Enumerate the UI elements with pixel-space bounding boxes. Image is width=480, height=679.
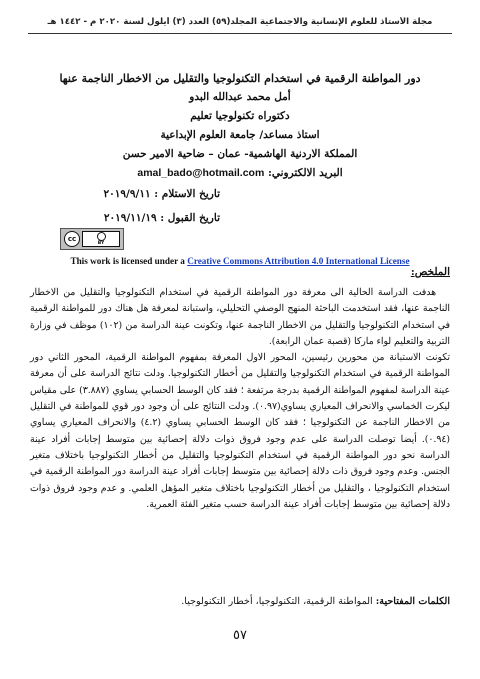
by-attribution-icon [82,231,120,247]
email-address[interactable]: amal_bado@hotmail.com [137,167,265,179]
running-head: مجلة الأستاذ للعلوم الإنسانية والاجتماعية المجلد(٥٩) العدد (٣) أيلول لسنة ٢٠٢٠ م - ١٤٤٢ هـ [47,17,433,27]
abstract-paragraph-1: هدفت الدراسة الحالية الى معرفة دور المواطنة الرقمية في استخدام التكنولوجيا والتقليل من الاخطار الناجمة عنها، فقد استخدمت الباحثة المنهج الوصفي التحليلي، واستبانة لمعرفة هل هناك دور للمواطنة الرقمية في استخدام التكنولوجيا والتقليل من الاخطار الناجمة عنها، وتكونت عينة الدراسة من (١٠٢) موظف في وزارة التربية والتعليم لواء ماركا (قصبة عمان الرابعة). [30,287,450,347]
keywords [30,594,450,610]
email-row [30,164,450,183]
license-statement [44,256,436,266]
license-link[interactable]: Creative Commons Attribution 4.0 International License [187,256,410,266]
email-label: البريد الالكتروني: [267,167,343,179]
title-block [30,70,450,183]
license-prefix: This work is licensed under a [70,256,188,266]
author-position: استاذ مساعد/ جامعة العلوم الإبداعية [160,129,320,141]
author-degree: دكتوراه تكنولوجيا تعليم [190,110,290,122]
author-name: أمل محمد عبدالله البدو [189,91,291,103]
person-icon [97,232,106,241]
accepted-date: تاريخ القبول : ٢٠١٩/١١/١٩ [103,212,220,224]
page-number: ٥٧ [233,628,247,643]
abstract-paragraph [30,285,450,350]
author-address: المملكة الاردنية الهاشمية- عمان – ضاحية الامير حسن [122,148,358,160]
abstract-heading: الملخص: [410,266,450,278]
abstract-body [30,285,450,513]
dates-block [60,182,220,230]
abstract-paragraph-2: تكونت الاستبانة من محورين رئيسين، المحور الاول المعرفة بمفهوم المواطنة الرقمية، المحور الثاني دور المواطنة الرقمية في استخدام التكنولوجيا والتقليل من أخطار التكنولوجيا. ودلت نتائج الدراسة على أن معرفة عينة الدراسة لمفهوم المواطنة الرقمية بدرجة مرتفعة ؛ فقد كان الوسط الحسابي يساوي (٣.٨٨٧) على مقياس ليكرت الخماسي والانحراف المعياري يساوي(٠.٩٧). ودلت النتائج على أن وجود دور قوي للمواطنة في التقليل من الاخطار الناجمة عن التكنولوجيا ؛ فقد كان الوسط الحسابي يساوي (٤.٢) والانحراف المعياري يساوي (٠.٩٤). أيضا توصلت الدراسة على عدم وجود فروق ذوات دلالة إحصائية بين متوسط إجابات أفراد عينة الدراسة نحو دور المواطنة الرقمية في استخدام التكنولوجيا والتقليل من أخطار التكنولوجيا باختلاف متغير الجنس. وعدم وجود فروق ذات دلالة إحصائية بين متوسط إجابات أفراد عينة الدراسة دور المواطنة الرقمية في استخدام التكنولوجيا ، والتقليل من أخطار التكنولوجيا باختلاف متغير المؤهل العلمي. و عدم وجود فروق ذوات دلالة إحصائية بين متوسط إجابات أفراد عينة الدراسة حسب متغير الفئة العمرية. [30,352,451,510]
cc-icon: cc [64,231,80,247]
abstract-paragraph [30,350,450,513]
header-divider [28,33,452,34]
keywords-text: المواطنة الرقمية، التكنولوجيا، أخطار التكنولوجيا. [181,596,376,607]
paper-title: دور المواطنة الرقمية في استخدام التكنولوجيا والتقليل من الاخطار الناجمة عنها [59,72,421,85]
keywords-label: الكلمات المفتاحية: [375,596,450,607]
by-label: BY [97,241,105,246]
received-date: تاريخ الاستلام : ٢٠١٩/٩/١١ [103,188,220,200]
cc-by-license-badge[interactable] [60,228,124,250]
